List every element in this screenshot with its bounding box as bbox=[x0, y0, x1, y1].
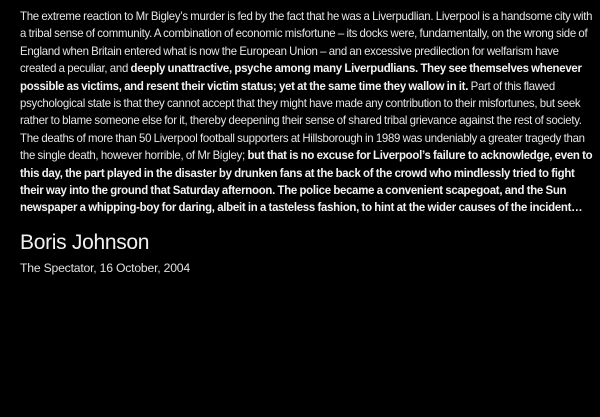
quote-segment-1: The extreme reaction to Mr Bigley’s murder is fed by the fact that he was a Liverpudlian. Liverpool is a handsome city with a tribal sense of community. A combination of economic misfortune – its docks were, fundamentally, on the wrong side of England when Britain entered what is now the European Union – and an excessive predilection for welfarism have created a peculiar, and bbox=[20, 10, 593, 76]
quote-text bbox=[20, 8, 595, 217]
quote-segment-4-bold: but that is no excuse for Liverpool’s failure to acknowledge, even to this day, the part played in the disaster by drunken fans at the back of the crowd who mindlessly tried to fight their way into the ground that Saturday afternoon. The police became a convenient scapegoat, and the Sun newspaper a whipping-boy for daring, albeit in a tasteless fashion, to hint at the wider causes of the incident… bbox=[20, 149, 593, 215]
quote-segment-2-bold: deeply unattractive, psyche among many Liverpudlians. They see themselves whenever possible as victims, and resent their victim status; yet at the same time they wallow in it. bbox=[20, 62, 582, 93]
author-name: Boris Johnson bbox=[20, 230, 150, 254]
quote-segment-3: Part of this flawed psychological state is that they cannot accept that they might have made any contribution to their misfortunes, but seek rather to blame someone else for it, thereby deepening their sense of shared tribal grievance against the rest of society. The deaths of more than 50 Liverpool football supporters at Hillsborough in 1989 was undeniably a greater tragedy than the single death, however horrible, of Mr Bigley; bbox=[20, 79, 585, 163]
source-citation: The Spectator, 16 October, 2004 bbox=[20, 260, 190, 275]
